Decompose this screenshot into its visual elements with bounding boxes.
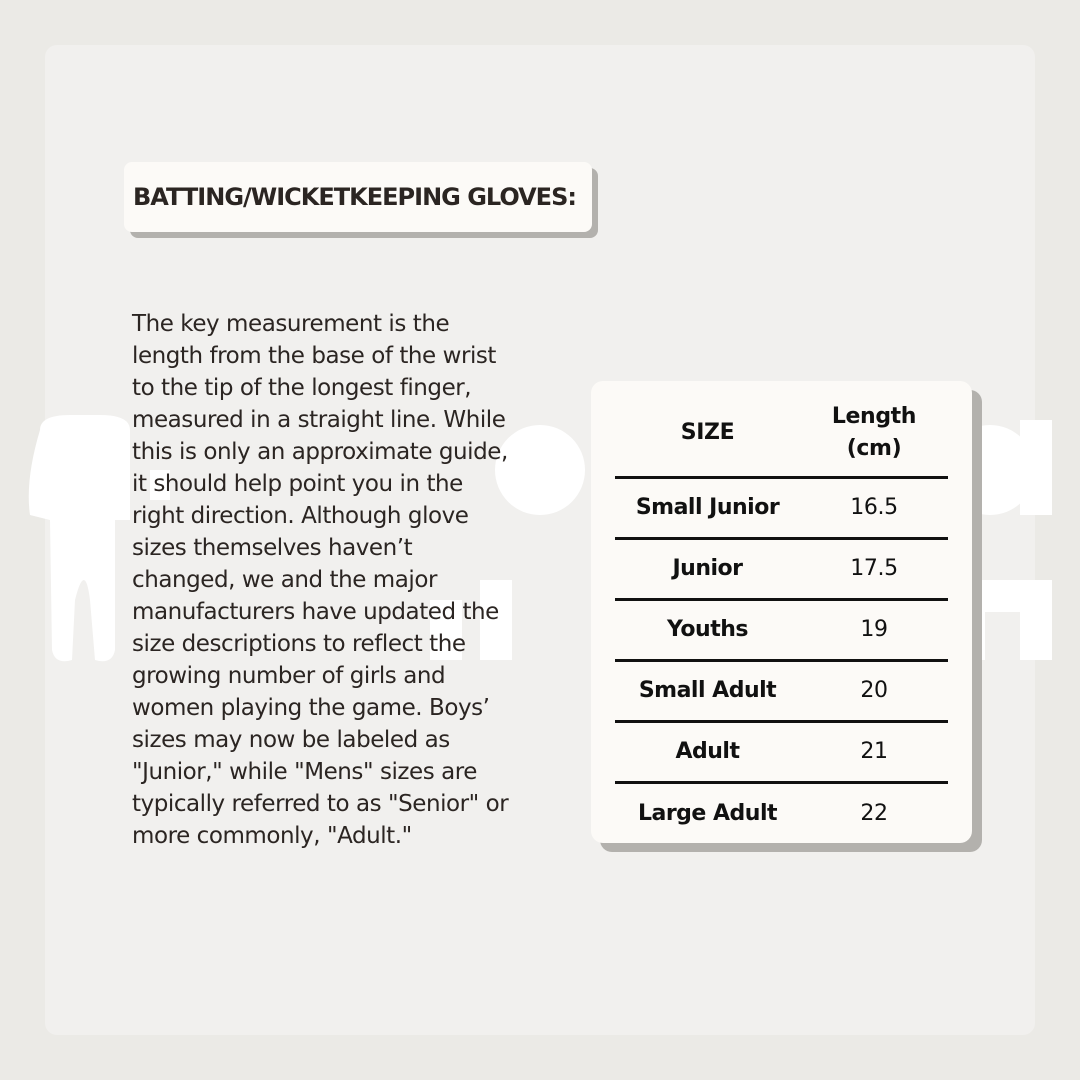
length-cell: 22 (860, 800, 888, 826)
table-row (615, 538, 948, 599)
cricket-bat-icon (29, 415, 130, 661)
header-length-line2: (cm) (846, 436, 902, 462)
section-heading: BATTING/WICKETKEEPING GLOVES: (133, 183, 576, 211)
watermark-bar (1020, 420, 1052, 515)
table-row (615, 721, 948, 782)
header-size: SIZE (680, 420, 735, 446)
length-cell: 16.5 (850, 495, 898, 520)
size-cell: Small Junior (635, 495, 780, 520)
length-cell: 17.5 (850, 556, 898, 581)
header-length (800, 391, 948, 477)
size-cell: Junior (672, 556, 743, 581)
table-row (615, 599, 948, 660)
length-cell: 19 (860, 617, 888, 642)
table-row (615, 782, 948, 843)
table-row (615, 660, 948, 721)
size-cell: Youths (667, 617, 748, 642)
description-paragraph: The key measurement is the length from the base of the wrist to the tip of the longest finger, measured in a straight line. While this is only an approximate guide, it should help point you in the right direction. Although glove sizes themselves haven’t changed, we and the major manufacturers have updated the size descriptions to reflect the growing number of girls and women playing the game. Boys’ sizes may now be labeled as "Junior," while "Mens" sizes are typically referred to as "Senior" or more commonly, "Adult." (132, 311, 509, 849)
size-chart-panel (591, 381, 972, 843)
length-cell: 21 (860, 739, 888, 764)
header-length-line1: Length (831, 404, 917, 430)
section-heading-panel (124, 162, 592, 232)
size-cell: Large Adult (637, 800, 778, 826)
table-row (615, 477, 948, 538)
table-header-row (615, 391, 948, 477)
length-cell: 20 (860, 678, 888, 703)
heading-box (124, 162, 592, 232)
size-cell: Small Adult (638, 678, 777, 703)
size-cell: Adult (675, 739, 740, 764)
size-chart-table (615, 391, 948, 843)
